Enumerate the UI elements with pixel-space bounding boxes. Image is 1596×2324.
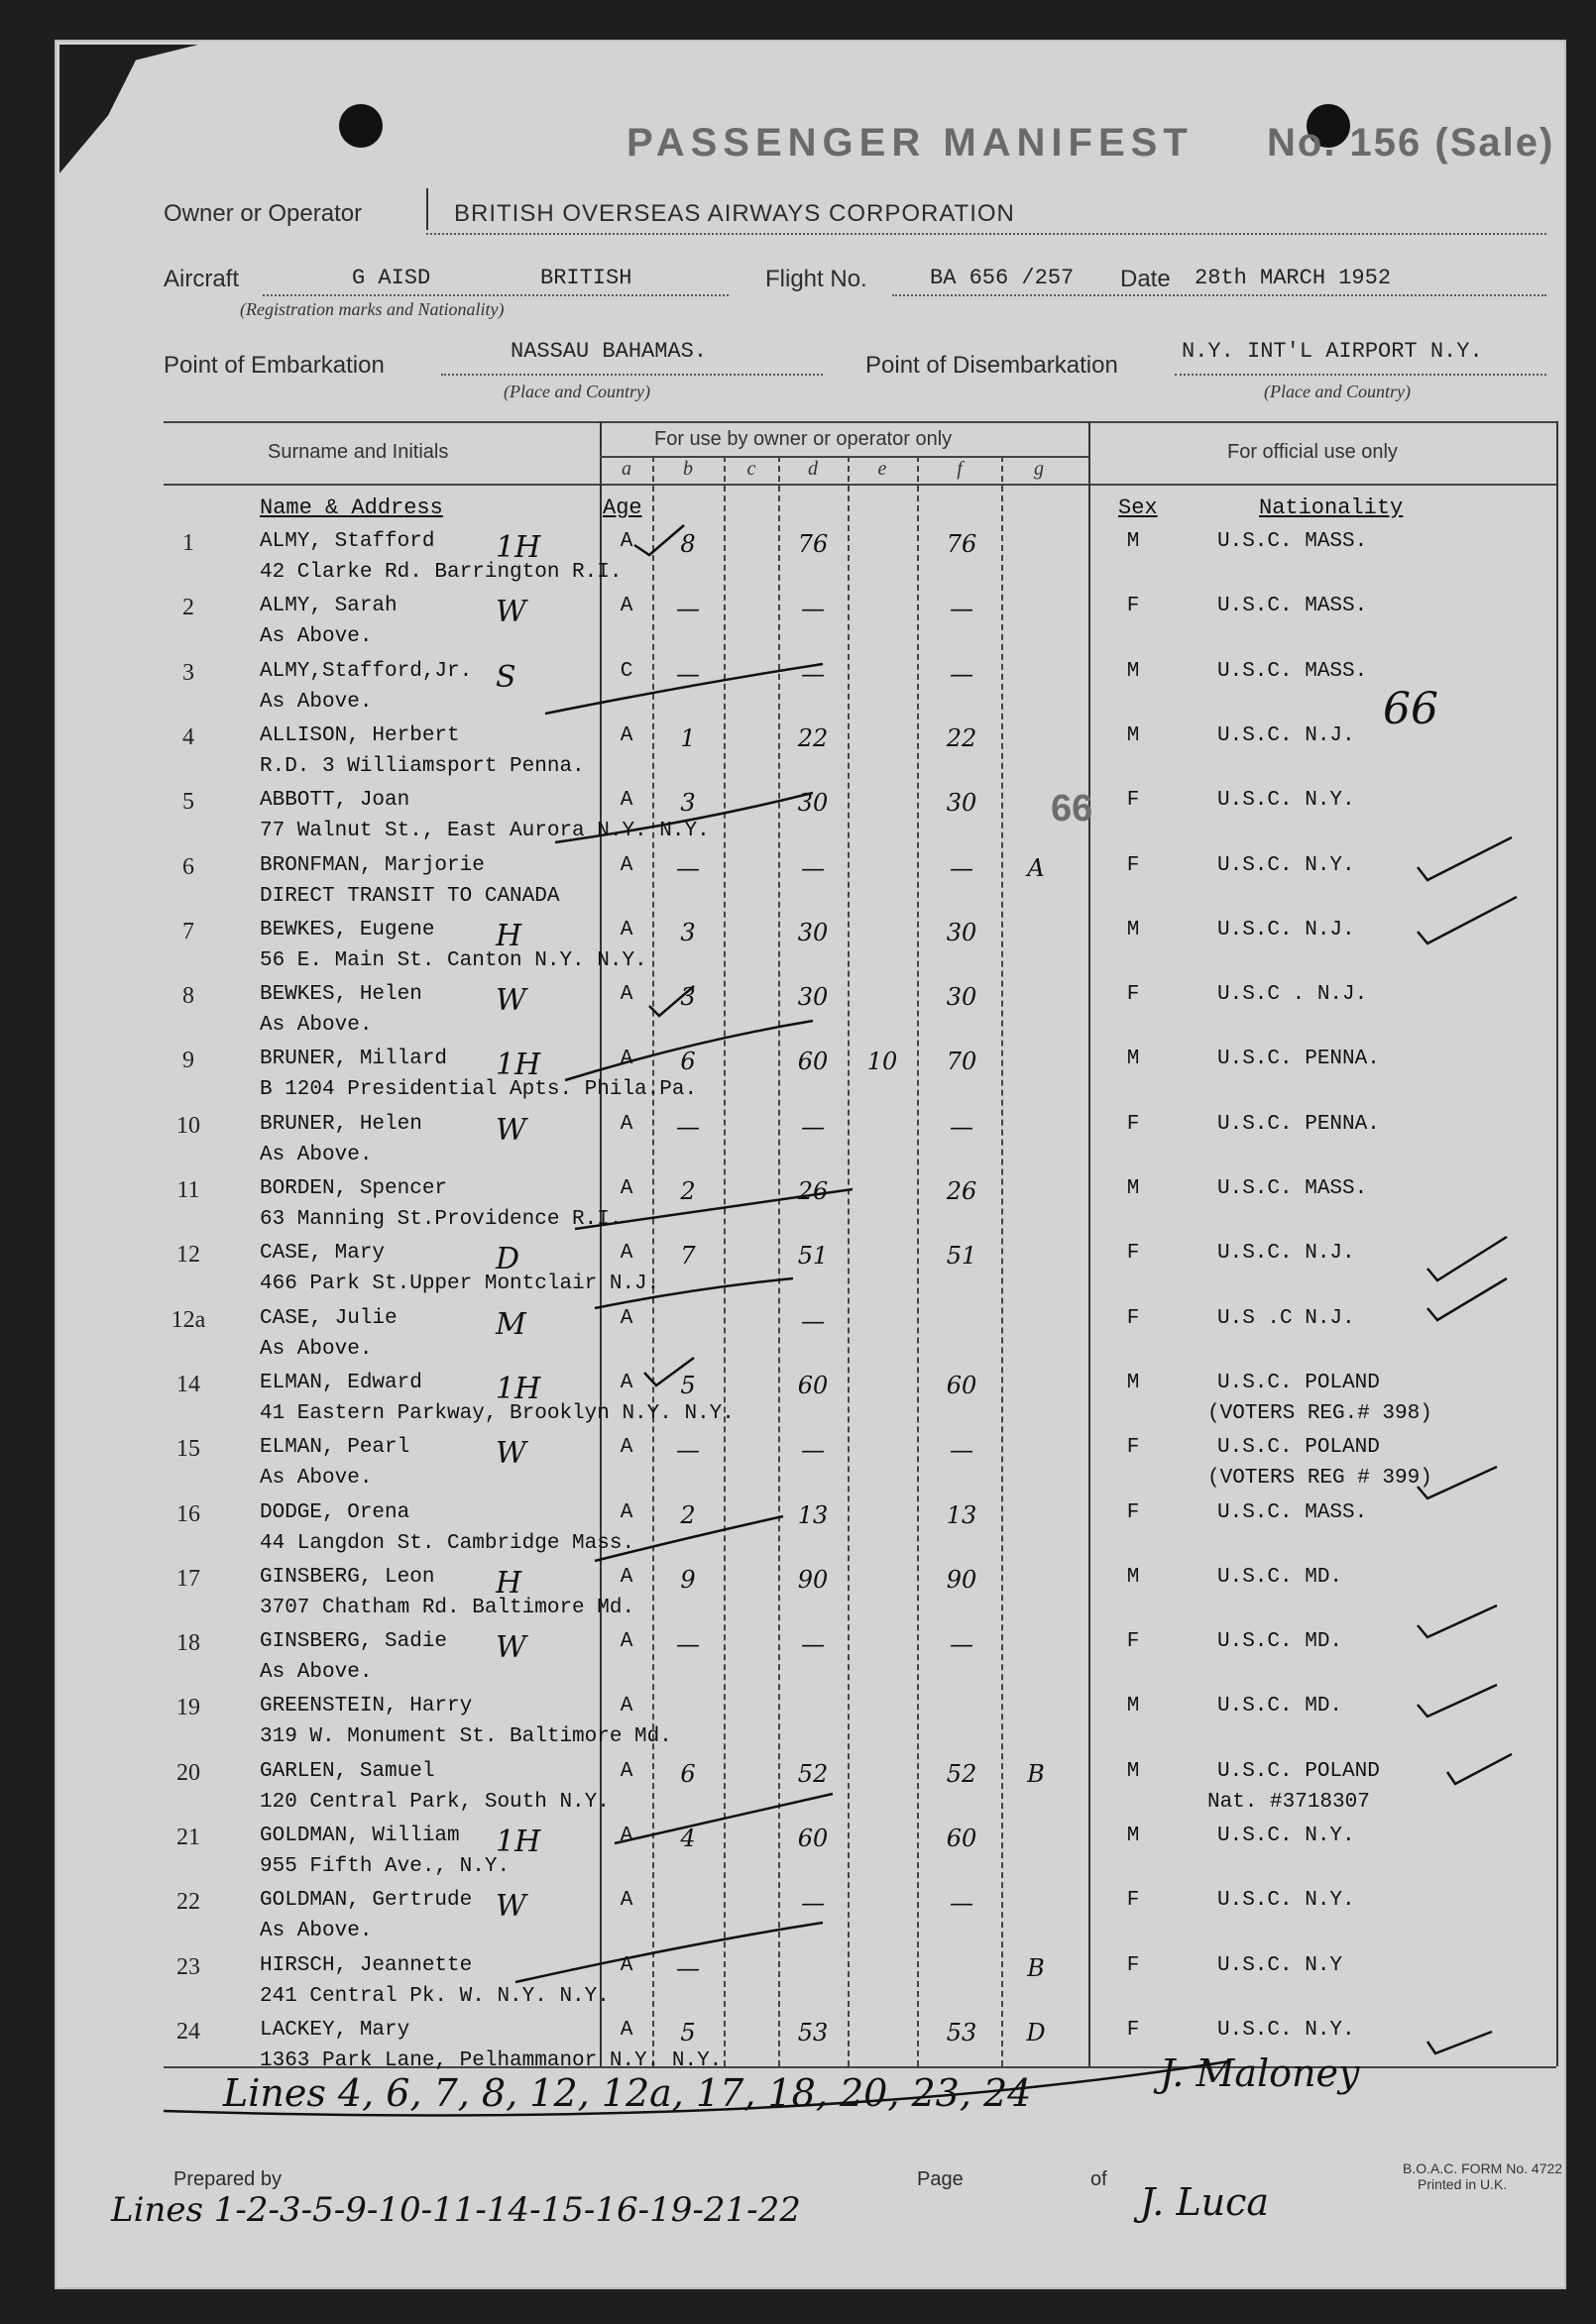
row-address: As Above.	[260, 1014, 373, 1038]
row-hand: M	[496, 1306, 526, 1342]
aircraft-registration: G AISD	[352, 266, 431, 290]
row-b: 5	[680, 1371, 696, 1399]
row-d: 13	[797, 1500, 829, 1529]
disembarkation-label: Point of Disembarkation	[865, 352, 1118, 379]
row-age: A	[620, 1242, 633, 1266]
row-name: BEWKES, Eugene	[260, 918, 435, 941]
row-name: HIRSCH, Jeannette	[260, 1953, 473, 1977]
handwritten-66: 66	[1383, 684, 1438, 734]
row-address: As Above.	[260, 690, 373, 714]
column-b-header: b	[683, 458, 693, 480]
row-sex: F	[1126, 2018, 1140, 2042]
row-b: 8	[680, 530, 696, 558]
aircraft-sub-label: (Registration marks and Nationality)	[240, 299, 505, 319]
row-no: 12a	[171, 1306, 206, 1333]
of-label: of	[1090, 2168, 1107, 2190]
row-b: —	[676, 1953, 700, 1982]
row-b: —	[676, 1436, 700, 1465]
row-sex: F	[1126, 1889, 1140, 1913]
row-hand: H	[496, 1565, 522, 1601]
column-f-header: f	[957, 458, 963, 480]
row-address: 3707 Chatham Rd. Baltimore Md.	[260, 1596, 635, 1619]
manifest-number: No. 156 (Sale)	[1267, 121, 1555, 165]
row-hand: H	[496, 918, 522, 953]
row-b: 3	[680, 983, 696, 1012]
row-g: D	[1026, 2018, 1046, 2047]
row-age: C	[620, 659, 633, 683]
row-age: A	[620, 1953, 633, 1977]
row-no: 2	[182, 595, 194, 621]
row-name: ELMAN, Pearl	[260, 1436, 410, 1460]
row-f: 13	[946, 1500, 977, 1529]
row-b: —	[676, 853, 700, 882]
row-d: —	[801, 659, 825, 688]
row-age: A	[620, 918, 633, 941]
aircraft-nationality: BRITISH	[540, 266, 632, 290]
row-f: 76	[946, 530, 977, 558]
row-no: 6	[182, 853, 194, 880]
row-b: —	[676, 1630, 700, 1659]
row-g: B	[1027, 1759, 1045, 1788]
row-f: 51	[946, 1242, 977, 1271]
row-sex: F	[1126, 1630, 1140, 1654]
row-f: 30	[946, 983, 977, 1012]
row-sex: M	[1126, 1565, 1140, 1589]
row-age: A	[620, 2018, 633, 2042]
row-d: 60	[797, 1825, 829, 1852]
row-nat: U.S.C. MASS.	[1217, 1177, 1368, 1200]
row-name: GINSBERG, Leon	[260, 1565, 435, 1589]
row-nat: U.S.C. N.J.	[1217, 918, 1355, 941]
row-no: 16	[176, 1500, 200, 1527]
row-address: 120 Central Park, South N.Y.	[260, 1790, 610, 1814]
row-d: 76	[797, 530, 829, 558]
row-age: A	[620, 1048, 633, 1071]
row-name: GOLDMAN, William	[260, 1825, 460, 1847]
row-age: A	[620, 789, 633, 813]
row-address: 44 Langdon St. Cambridge Mass.	[260, 1531, 635, 1555]
row-f: 90	[946, 1565, 977, 1594]
row-address: As Above.	[260, 1661, 373, 1685]
row-sex: M	[1126, 918, 1140, 941]
form-number: B.O.A.C. FORM No. 4722	[1403, 2160, 1563, 2176]
row-no: 21	[176, 1825, 200, 1850]
row-age: A	[620, 983, 633, 1007]
column-g-header: g	[1034, 458, 1044, 480]
row-g: A	[1027, 853, 1045, 882]
row-nationality-note: (VOTERS REG.# 398)	[1207, 1401, 1432, 1425]
row-no: 18	[176, 1630, 200, 1657]
row-name: BRUNER, Millard	[260, 1048, 448, 1071]
row-address: 77 Walnut St., East Aurora N.Y. N.Y.	[260, 820, 710, 843]
row-name: BRONFMAN, Marjorie	[260, 853, 485, 877]
row-b: 2	[680, 1177, 696, 1205]
row-b: 6	[680, 1759, 696, 1788]
row-age: A	[620, 1306, 633, 1330]
page-label: Page	[917, 2168, 964, 2190]
row-nat: U.S.C. N.Y	[1217, 1953, 1343, 1977]
flight-number: BA 656 /257	[930, 266, 1075, 290]
row-d: 30	[797, 983, 829, 1012]
row-age: A	[620, 595, 633, 618]
row-b: 7	[680, 1242, 696, 1271]
row-name: LACKEY, Mary	[260, 2018, 410, 2042]
row-hand: W	[496, 595, 526, 630]
column-e-header: e	[877, 458, 887, 480]
row-sex: F	[1126, 1436, 1140, 1460]
row-f: —	[950, 1630, 973, 1659]
row-e: 10	[866, 1048, 898, 1076]
row-f: —	[950, 595, 973, 623]
row-nat: U.S.C. N.J.	[1217, 723, 1355, 747]
prepared-by-label: Prepared by	[173, 2168, 282, 2190]
row-hand: 1H	[496, 1825, 541, 1859]
row-no: 14	[176, 1371, 200, 1397]
embarkation-sub-label: (Place and Country)	[504, 382, 650, 401]
official-header: For official use only	[1227, 441, 1398, 463]
row-age: A	[620, 1759, 633, 1783]
row-hand: D	[496, 1242, 520, 1277]
stamp-66: 66	[1051, 788, 1093, 830]
row-address: As Above.	[260, 1467, 373, 1491]
row-name: ABBOTT, Joan	[260, 789, 410, 813]
row-f: 26	[946, 1177, 977, 1205]
row-no: 19	[176, 1695, 200, 1721]
form-printed: Printed in U.K.	[1418, 2176, 1508, 2192]
sex-header: Sex	[1118, 496, 1158, 520]
row-name: ALMY, Sarah	[260, 595, 398, 618]
row-name: CASE, Mary	[260, 1242, 386, 1266]
row-sex: M	[1126, 723, 1140, 747]
row-address: 63 Manning St.Providence R.I.	[260, 1208, 623, 1231]
row-d: 30	[797, 918, 829, 946]
row-address: 41 Eastern Parkway, Brooklyn N.Y. N.Y.	[260, 1401, 735, 1425]
row-f: 52	[946, 1759, 977, 1788]
column-a-header: a	[622, 458, 631, 480]
row-no: 5	[182, 789, 194, 816]
row-f: —	[950, 1889, 973, 1918]
row-address: 42 Clarke Rd. Barrington R.I.	[260, 561, 623, 584]
row-name: ALMY,Stafford,Jr.	[260, 659, 473, 683]
row-sex: F	[1126, 1953, 1140, 1977]
row-b: 4	[680, 1825, 696, 1852]
row-d: —	[801, 1306, 825, 1335]
row-nat: U.S.C. POLAND	[1217, 1371, 1380, 1394]
row-sex: F	[1126, 983, 1140, 1007]
row-f: —	[950, 853, 973, 882]
aircraft-label: Aircraft	[164, 266, 240, 292]
row-nat: U.S.C. N.J.	[1217, 1242, 1355, 1266]
row-sex: F	[1126, 789, 1140, 813]
row-d: —	[801, 1112, 825, 1141]
row-sex: F	[1126, 1242, 1140, 1266]
row-name: BEWKES, Helen	[260, 983, 422, 1007]
row-d: 60	[797, 1048, 829, 1076]
row-b: 2	[680, 1500, 696, 1529]
row-address: 56 E. Main St. Canton N.Y. N.Y.	[260, 948, 647, 972]
row-d: 53	[797, 2018, 829, 2047]
row-age: A	[620, 1112, 633, 1136]
row-b: 5	[680, 2018, 696, 2047]
row-hand: W	[496, 1112, 526, 1148]
row-sex: M	[1126, 530, 1140, 553]
name-address-header: Name & Address	[260, 496, 443, 520]
surname-header: Surname and Initials	[268, 441, 449, 463]
row-f: —	[950, 1436, 973, 1465]
embarkation-label: Point of Embarkation	[164, 352, 385, 379]
row-sex: F	[1126, 1500, 1140, 1524]
date-label: Date	[1120, 266, 1171, 292]
row-f: 60	[946, 1371, 977, 1399]
row-b: 1	[680, 723, 696, 752]
row-name: CASE, Julie	[260, 1306, 398, 1330]
row-b: —	[676, 659, 700, 688]
row-hand: W	[496, 983, 526, 1019]
row-b: 6	[680, 1048, 696, 1076]
handwritten-lines-1: Lines 4, 6, 7, 8, 12, 12a, 17, 18, 20, 23, 24	[223, 2071, 1032, 2115]
row-nat: U.S.C. MD.	[1217, 1565, 1343, 1589]
row-age: A	[620, 530, 633, 553]
row-address: As Above.	[260, 1920, 373, 1943]
row-nat: U.S.C . N.J.	[1217, 983, 1368, 1007]
date-value: 28th MARCH 1952	[1195, 266, 1392, 290]
row-f: 53	[946, 2018, 977, 2047]
row-d: 60	[797, 1371, 829, 1399]
column-d-header: d	[808, 458, 818, 480]
row-nat: U.S.C. MASS.	[1217, 595, 1368, 618]
row-nat: U.S.C. MASS.	[1217, 1500, 1368, 1524]
row-nat: U.S.C. N.Y.	[1217, 2018, 1355, 2042]
row-d: 52	[797, 1759, 829, 1788]
row-f: 30	[946, 789, 977, 818]
row-no: 15	[176, 1436, 200, 1463]
row-no: 4	[182, 723, 194, 750]
row-sex: M	[1126, 1759, 1140, 1783]
row-d: 51	[797, 1242, 829, 1271]
row-sex: M	[1126, 1371, 1140, 1394]
row-d: 26	[797, 1177, 829, 1205]
row-no: 3	[182, 659, 194, 686]
embarkation-value: NASSAU BAHAMAS.	[511, 339, 708, 364]
row-no: 20	[176, 1759, 200, 1786]
row-address: R.D. 3 Williamsport Penna.	[260, 754, 585, 778]
row-name: GARLEN, Samuel	[260, 1759, 435, 1783]
row-f: —	[950, 1112, 973, 1141]
row-no: 24	[176, 2018, 200, 2045]
column-c-header: c	[746, 458, 756, 480]
row-hand: W	[496, 1436, 526, 1472]
row-hand: 1H	[496, 530, 541, 565]
signature-maloney: J. Maloney	[1160, 2051, 1360, 2095]
row-no: 11	[176, 1177, 200, 1203]
row-address: B 1204 Presidential Apts. Phila.Pa.	[260, 1078, 698, 1102]
row-nat: U.S.C. MD.	[1217, 1695, 1343, 1718]
row-f: —	[950, 659, 973, 688]
row-address: DIRECT TRANSIT TO CANADA	[260, 884, 560, 908]
row-name: GOLDMAN, Gertrude	[260, 1889, 473, 1913]
row-sex: F	[1126, 595, 1140, 618]
row-no: 10	[176, 1112, 200, 1139]
row-nat: U.S.C. MD.	[1217, 1630, 1343, 1654]
row-name: ALLISON, Herbert	[260, 723, 460, 747]
row-sex: M	[1126, 1825, 1140, 1847]
handwritten-lines-2: Lines 1-2-3-5-9-10-11-14-15-16-19-21-22	[111, 2190, 801, 2230]
manifest-title: PASSENGER MANIFEST	[627, 121, 1194, 165]
row-nationality-note: (VOTERS REG # 399)	[1207, 1467, 1432, 1491]
row-d: 22	[797, 723, 829, 752]
row-no: 1	[182, 530, 194, 556]
row-f: 60	[946, 1825, 977, 1852]
row-age: A	[620, 1889, 633, 1913]
disembarkation-value: N.Y. INT'L AIRPORT N.Y.	[1182, 339, 1483, 364]
row-f: 22	[946, 723, 977, 752]
row-nat: U.S.C. N.Y.	[1217, 789, 1355, 813]
row-age: A	[620, 1500, 633, 1524]
row-name: ALMY, Stafford	[260, 530, 435, 553]
row-nationality-note: Nat. #3718307	[1207, 1790, 1370, 1814]
row-no: 23	[176, 1953, 200, 1980]
row-nat: U.S.C. POLAND	[1217, 1436, 1380, 1460]
row-b: 9	[680, 1565, 696, 1594]
row-no: 17	[176, 1565, 200, 1592]
row-address: As Above.	[260, 1337, 373, 1361]
row-nat: U.S.C. MASS.	[1217, 530, 1368, 553]
row-age: A	[620, 1630, 633, 1654]
row-address: 319 W. Monument St. Baltimore Md.	[260, 1725, 672, 1749]
row-sex: M	[1126, 1048, 1140, 1071]
row-age: A	[620, 723, 633, 747]
row-age: A	[620, 1436, 633, 1460]
row-f: 70	[946, 1048, 977, 1076]
row-sex: F	[1126, 1112, 1140, 1136]
owner-label: Owner or Operator	[164, 200, 363, 227]
row-g: B	[1027, 1953, 1045, 1982]
row-hand: W	[496, 1889, 526, 1925]
row-address: 241 Central Pk. W. N.Y. N.Y.	[260, 1984, 610, 2008]
row-nat: U.S.C. POLAND	[1217, 1759, 1380, 1783]
row-hand: W	[496, 1630, 526, 1666]
row-nat: U.S .C N.J.	[1217, 1306, 1355, 1330]
row-d: 30	[797, 789, 829, 818]
row-age: A	[620, 1695, 633, 1718]
row-sex: M	[1126, 1177, 1140, 1200]
row-sex: F	[1126, 1306, 1140, 1330]
row-name: BRUNER, Helen	[260, 1112, 422, 1136]
row-sex: F	[1126, 853, 1140, 877]
operator-header: For use by owner or operator only	[654, 428, 953, 450]
row-nat: U.S.C. N.Y.	[1217, 1889, 1355, 1913]
row-nat: U.S.C. PENNA.	[1217, 1048, 1380, 1071]
row-age: A	[620, 1177, 633, 1200]
row-no: 7	[182, 918, 194, 944]
row-nat: U.S.C. PENNA.	[1217, 1112, 1380, 1136]
row-f: 30	[946, 918, 977, 946]
row-nat: U.S.C. MASS.	[1217, 659, 1368, 683]
signature-luca: J. Luca	[1140, 2180, 1270, 2224]
row-no: 22	[176, 1889, 200, 1916]
row-d: 90	[797, 1565, 829, 1594]
row-age: A	[620, 1825, 633, 1847]
row-name: DODGE, Orena	[260, 1500, 410, 1524]
row-sex: M	[1126, 659, 1140, 683]
row-no: 8	[182, 983, 194, 1010]
row-d: —	[801, 1630, 825, 1659]
row-no: 12	[176, 1242, 200, 1269]
nationality-header: Nationality	[1259, 496, 1404, 520]
age-header: Age	[603, 496, 642, 520]
row-hand: 1H	[496, 1048, 541, 1083]
row-d: —	[801, 853, 825, 882]
row-age: A	[620, 853, 633, 877]
row-b: 3	[680, 789, 696, 818]
row-age: A	[620, 1565, 633, 1589]
row-name: ELMAN, Edward	[260, 1371, 422, 1394]
owner-value: BRITISH OVERSEAS AIRWAYS CORPORATION	[454, 200, 1015, 227]
row-hand: 1H	[496, 1371, 541, 1406]
row-d: —	[801, 1436, 825, 1465]
row-hand: S	[496, 659, 516, 695]
row-address: 1363 Park Lane, Pelhammanor N.Y. N.Y.	[260, 2048, 723, 2072]
row-address: 955 Fifth Ave., N.Y.	[260, 1855, 511, 1878]
row-address: 466 Park St.Upper Montclair N.J.	[260, 1273, 660, 1296]
row-d: —	[801, 1889, 825, 1918]
row-age: A	[620, 1371, 633, 1394]
row-name: GINSBERG, Sadie	[260, 1630, 448, 1654]
row-d: —	[801, 595, 825, 623]
row-name: GREENSTEIN, Harry	[260, 1695, 473, 1718]
row-no: 9	[182, 1048, 194, 1074]
row-sex: M	[1126, 1695, 1140, 1718]
row-address: As Above.	[260, 625, 373, 649]
disembarkation-sub-label: (Place and Country)	[1264, 382, 1411, 401]
row-name: BORDEN, Spencer	[260, 1177, 448, 1200]
row-b: 3	[680, 918, 696, 946]
row-b: —	[676, 595, 700, 623]
row-b: —	[676, 1112, 700, 1141]
row-address: As Above.	[260, 1143, 373, 1166]
flight-label: Flight No.	[765, 266, 867, 292]
row-nat: U.S.C. N.Y.	[1217, 853, 1355, 877]
row-nat: U.S.C. N.Y.	[1217, 1825, 1355, 1847]
